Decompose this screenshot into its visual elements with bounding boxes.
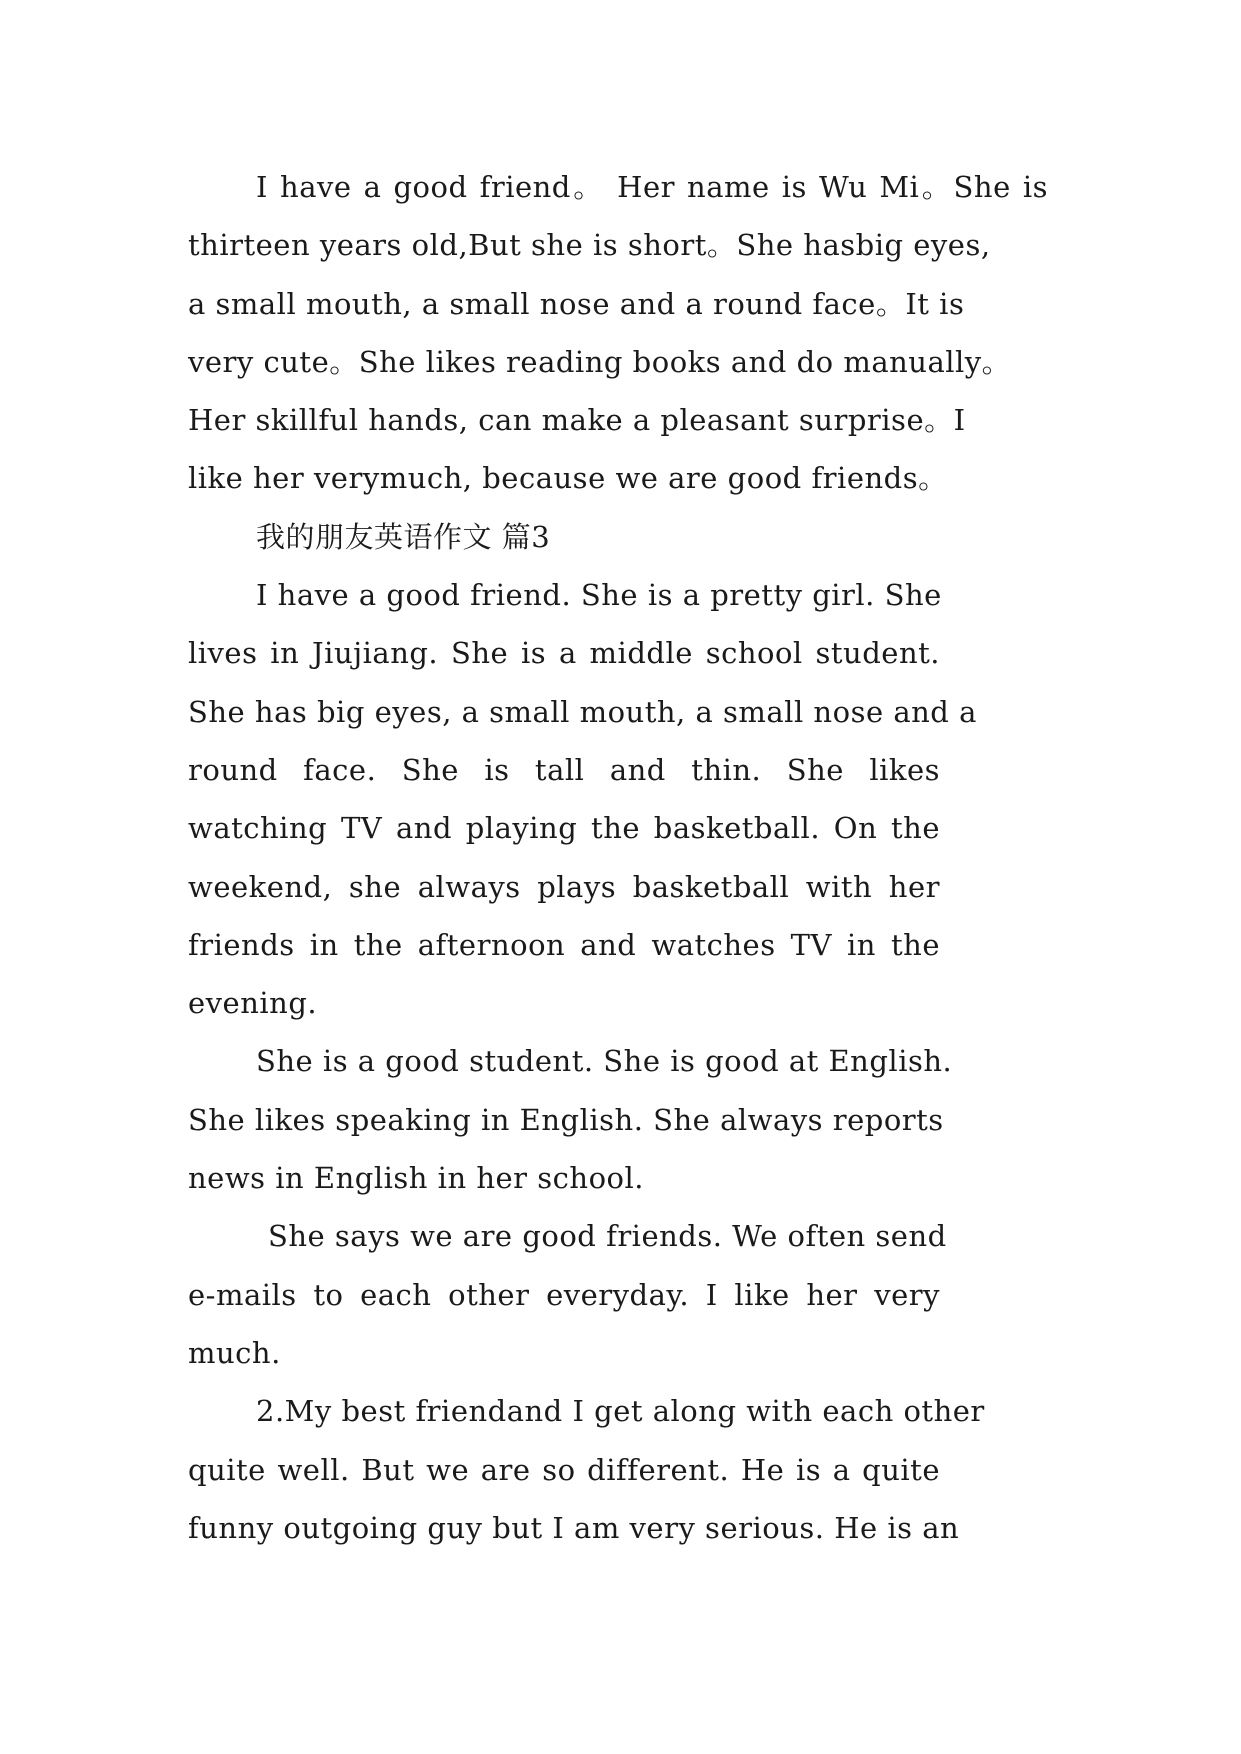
p4-line-1: She says we are good friends. We often send bbox=[268, 1219, 947, 1254]
p1-line-3: a small mouth, a small nose and a round face。It is bbox=[188, 286, 965, 321]
p3-line-3: news in English in her school. bbox=[188, 1161, 644, 1196]
document-body bbox=[188, 158, 1088, 1557]
p5-line-2: quite well. But we are so different. He is a quite bbox=[188, 1452, 940, 1487]
p3-line-2: She likes speaking in English. She always reports bbox=[188, 1102, 944, 1137]
p1-line-4: very cute。She likes reading books and do manually。 bbox=[188, 344, 1012, 379]
p1-line-2: thirteen years old,But she is short。She hasbig eyes, bbox=[188, 228, 991, 263]
p2-line-5: watching TV and playing the basketball. On the bbox=[188, 811, 940, 846]
p2-line-4: round face. She is tall and thin. She likes bbox=[188, 752, 940, 787]
p2-line-6: weekend, she always plays basketball with her bbox=[188, 869, 940, 904]
p2-line-3: She has big eyes, a small mouth, a small nose and a bbox=[188, 694, 977, 729]
p2-line-1: I have a good friend. She is a pretty girl. She bbox=[256, 578, 942, 613]
p2-line-8: evening. bbox=[188, 986, 318, 1021]
p3-line-1: She is a good student. She is good at English. bbox=[256, 1044, 953, 1079]
p5-line-3: funny outgoing guy but I am very serious. He is an bbox=[188, 1510, 960, 1545]
p1-line-6: like her verymuch, because we are good friends。 bbox=[188, 461, 948, 496]
p2-line-2: lives in Jiujiang. She is a middle school student. bbox=[188, 636, 940, 671]
p2-line-7: friends in the afternoon and watches TV in the bbox=[188, 927, 940, 962]
p1-line-5: Her skillful hands, can make a pleasant surprise。I bbox=[188, 403, 966, 438]
p4-line-3: much. bbox=[188, 1335, 281, 1370]
p5-line-1: 2.My best friendand I get along with each other bbox=[256, 1394, 985, 1429]
p1-line-1: I have a good friend。 Her name is Wu Mi。She is bbox=[256, 170, 1048, 204]
section-heading: 我的朋友英语作文 篇3 bbox=[256, 519, 551, 554]
p4-line-2: e-mails to each other everyday. I like her very bbox=[188, 1277, 940, 1312]
